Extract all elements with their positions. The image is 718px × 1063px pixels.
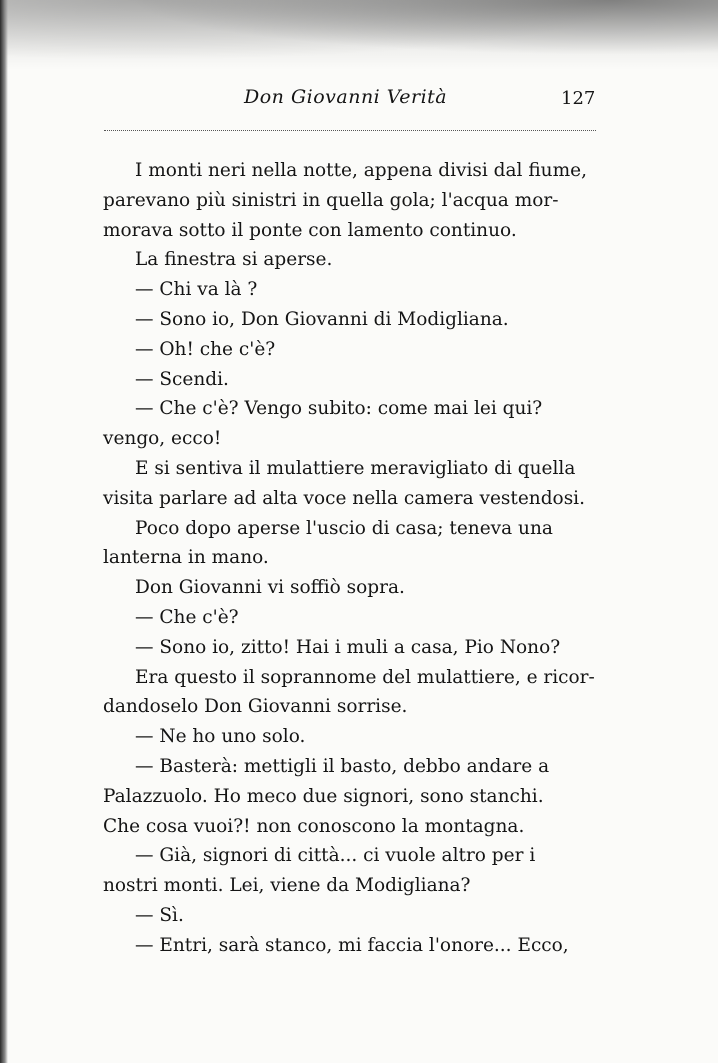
text-line-content: — Entri, sarà stanco, mi faccia l'onore... Ecco, [135, 934, 569, 956]
text-line [103, 275, 601, 305]
text-line [103, 394, 601, 424]
text-line [103, 782, 601, 812]
text-line-content: Don Giovanni vi soffiò sopra. [135, 577, 405, 599]
text-line-content: — Scendi. [135, 368, 229, 390]
text-line [103, 901, 601, 931]
text-line-content: — Sono io, zitto! Hai i muli a casa, Pio Nono? [135, 636, 561, 658]
text-line-content: — Ne ho uno solo. [135, 726, 306, 748]
text-line-content: Che cosa vuoi?! non conoscono la montagna. [103, 815, 525, 837]
text-line-content: I monti neri nella notte, appena divisi dal fiume, [135, 160, 587, 181]
text-line-content: morava sotto il ponte con lamento continuo. [103, 219, 517, 241]
page-header [0, 80, 718, 120]
text-line [103, 365, 601, 395]
text-line-content: Era questo il soprannome del mulattiere, e ricor- [135, 666, 595, 688]
text-line [103, 335, 601, 365]
text-line-content: — Chi va là ? [135, 279, 258, 301]
text-line-content: vengo, ecco! [103, 428, 222, 450]
text-line [103, 216, 601, 246]
text-line [103, 514, 601, 544]
text-line [103, 663, 601, 693]
text-line-content: — Che c'è? [135, 606, 239, 628]
text-line [103, 186, 601, 216]
text-line [103, 573, 601, 603]
text-line-content: visita parlare ad alta voce nella camera vestendosi. [103, 487, 585, 509]
text-line-content: — Basterà: mettigli il basto, debbo andare a [135, 755, 550, 777]
text-line-content: — Oh! che c'è? [135, 338, 276, 360]
text-line [103, 812, 601, 842]
text-line [103, 722, 601, 752]
text-line-content: La finestra si aperse. [135, 249, 333, 271]
text-line [103, 305, 601, 335]
text-line-content: nostri monti. Lei, viene da Modigliana? [103, 875, 471, 897]
page-number: 127 [561, 88, 596, 109]
scan-shadow-top [0, 0, 718, 70]
text-line [103, 871, 601, 901]
text-line-content: — Sì. [135, 904, 184, 926]
text-line-content: dandoselo Don Giovanni sorrise. [103, 696, 408, 718]
text-line [103, 454, 601, 484]
text-line [103, 543, 601, 573]
text-line [103, 245, 601, 275]
text-line-content: Palazzuolo. Ho meco due signori, sono stanchi. [103, 785, 544, 807]
text-line-content: — Che c'è? Vengo subito: come mai lei qui? [135, 398, 543, 420]
text-line [103, 603, 601, 633]
text-line [103, 424, 601, 454]
book-spine-shadow [0, 0, 8, 1063]
text-line [103, 931, 601, 961]
text-line [103, 841, 601, 871]
text-line [103, 752, 601, 782]
header-rule [104, 130, 596, 131]
text-line [103, 484, 601, 514]
text-line [103, 633, 601, 663]
text-line-content: lanterna in mano. [103, 547, 269, 569]
text-line-content: — Sono io, Don Giovanni di Modigliana. [135, 308, 509, 330]
body-text [103, 156, 601, 961]
running-title: Don Giovanni Verità [244, 86, 448, 108]
text-line [103, 156, 601, 186]
text-line-content: E si sentiva il mulattiere meravigliato di quella [135, 457, 576, 479]
text-line-content: Poco dopo aperse l'uscio di casa; teneva una [135, 517, 553, 539]
text-line [103, 692, 601, 722]
text-line-content: — Già, signori di città... ci vuole altro per i [135, 845, 536, 867]
text-line-content: parevano più sinistri in quella gola; l'acqua mor- [103, 189, 559, 211]
